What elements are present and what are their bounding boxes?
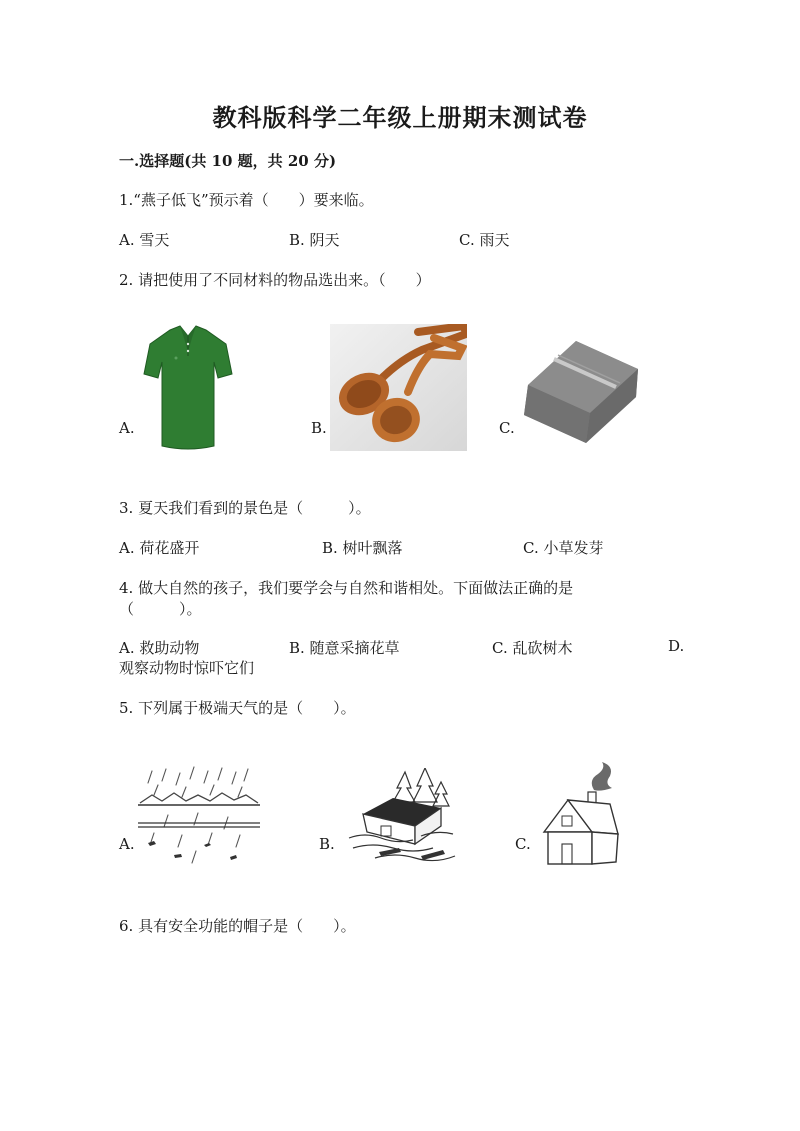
question-4-option-d-text: 观察动物时惊吓它们	[119, 659, 255, 677]
heavy-rain-image	[138, 765, 260, 873]
folded-towel-image	[520, 335, 642, 447]
question-2-option-a[interactable]: A.	[119, 419, 135, 437]
page-title: 教科版科学二年级上册期末测试卷	[212, 103, 588, 132]
question-2-stem: 2. 请把使用了不同材料的物品选出来。（ ）	[119, 271, 431, 289]
green-shirt-image	[140, 322, 236, 452]
question-3-option-a[interactable]: A. 荷花盛开	[119, 539, 200, 557]
question-1-option-b[interactable]: B. 阴天	[289, 231, 340, 249]
question-5-option-c[interactable]: C.	[515, 835, 531, 853]
question-3-option-b[interactable]: B. 树叶飘落	[322, 539, 403, 557]
question-4-option-b[interactable]: B. 随意采摘花草	[289, 639, 400, 657]
question-5-option-b[interactable]: B.	[319, 835, 335, 853]
question-5-option-a[interactable]: A.	[119, 835, 135, 853]
question-4-option-a[interactable]: A. 救助动物	[119, 639, 200, 657]
question-5-stem: 5. 下列属于极端天气的是（ ）。	[119, 699, 356, 717]
section-heading: 一.选择题(共 10 题，共 20 分)	[119, 152, 337, 170]
question-3-stem: 3. 夏天我们看到的景色是（ ）。	[119, 499, 371, 517]
question-1-option-a[interactable]: A. 雪天	[119, 231, 170, 249]
question-6-stem: 6. 具有安全功能的帽子是（ ）。	[119, 917, 356, 935]
question-4-option-d[interactable]: D.	[668, 637, 685, 655]
question-2-option-b[interactable]: B.	[311, 419, 327, 437]
question-4-stem-cont: （ ）。	[119, 600, 202, 618]
question-1-stem: 1.“燕子低飞”预示着（ ）要来临。	[119, 191, 374, 209]
question-2-option-c[interactable]: C.	[499, 419, 515, 437]
question-1-option-c[interactable]: C. 雨天	[459, 231, 510, 249]
flooded-house-image	[345, 768, 461, 868]
house-with-smoke-image	[540, 760, 622, 870]
question-4-stem: 4. 做大自然的孩子，我们要学会与自然和谐相处。下面做法正确的是	[119, 579, 574, 597]
question-4-option-c[interactable]: C. 乱砍树木	[492, 639, 573, 657]
wooden-spoons-image	[330, 324, 467, 451]
question-3-option-c[interactable]: C. 小草发芽	[523, 539, 604, 557]
